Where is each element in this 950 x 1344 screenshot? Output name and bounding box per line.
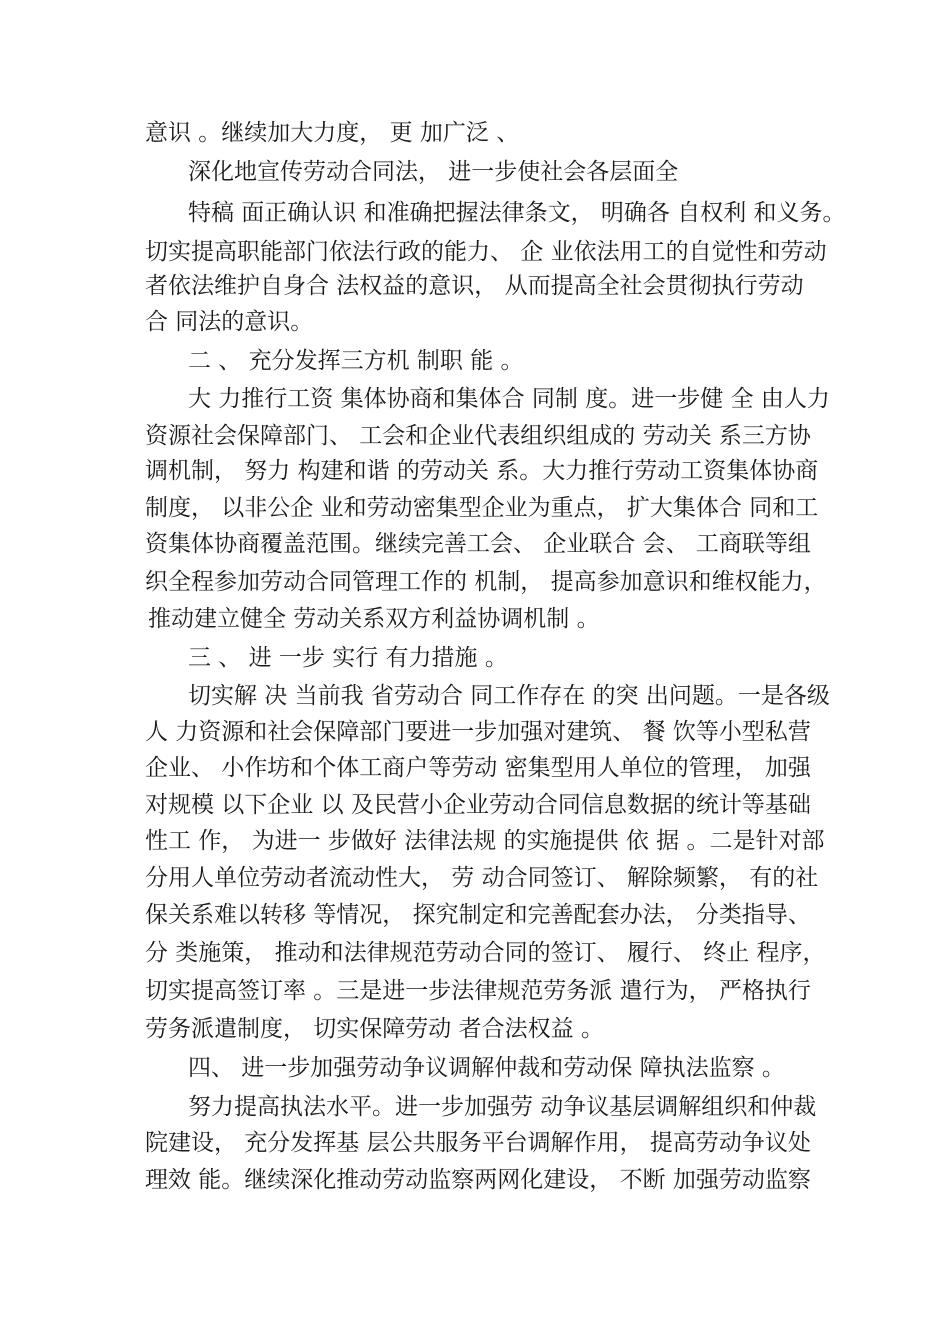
text-line: 理效 能。继续深化推动劳动监察两网化建设， 不断 加强劳动监察: [145, 1167, 811, 1193]
text-line: 保关系难以转移 等情况， 探究制定和完善配套办法， 分类指导、: [145, 902, 811, 928]
text-line: 制度， 以非公企 业和劳动密集型企业为重点， 扩大集体合 同和工: [145, 495, 819, 521]
section-heading: 四、 进一步加强劳动争议调解仲裁和劳动保 障执法监察 。: [188, 1055, 785, 1081]
text-line: 切实提高职能部门依法行政的能力、 企 业依法用工的自觉性和劳动: [145, 239, 827, 265]
text-line: 分用人单位劳动者流动性大， 劳 动合同签订、 解除频繁， 有的社: [145, 865, 819, 891]
text-line: 深化地宣传劳动合同法， 进一步使社会各层面全: [188, 159, 679, 185]
text-line: 者依法维护自身合 法权益的意识， 从而提高全社会贯彻执行劳动: [145, 273, 804, 299]
text-line: 资集体协商覆盖范围。继续完善工会、 企业联合 会、 工商联等组: [145, 531, 811, 557]
text-line: 切实提高签订率 。三是进一步法律规范劳务派 遣行为， 严格执行: [145, 978, 811, 1004]
section-heading: 二 、 充分发挥三方机 制职 能 。: [188, 348, 524, 374]
text-line: 特稿 面正确认识 和准确把握法律条文， 明确各 自权利 和义务。: [188, 200, 846, 226]
text-line: 分 类施策， 推动和法律规范劳动合同的签订、 履行、 终止 程序，: [145, 940, 826, 966]
text-line: 织全程参加劳动合同管理工作的 机制， 提高参加意识和维权能力，: [145, 569, 827, 595]
text-line: 努力提高执法水平。进一步加强劳 动争议基层调解组织和仲裁: [188, 1094, 817, 1120]
text-line: 调机制， 努力 构建和谐 的劳动关 系。大力推行劳动工资集体协商: [145, 458, 819, 484]
text-line: 资源社会保障部门、 工会和企业代表组织组成的 劳动关 系三方协: [145, 423, 811, 449]
text-line: 大 力推行工资 集体协商和集体合 同制 度。进一步健 全 由人力: [188, 386, 830, 412]
section-heading: 三 、 进 一步 实行 有力措施 。: [188, 645, 508, 671]
text-line: 合 同法的意识。: [145, 309, 314, 335]
text-line: 性工 作， 为进一 步做好 法律法规 的实施提供 依 据 。二是针对部: [145, 828, 825, 854]
text-line: 院建设， 充分发挥基 层公共服务平台调解作用， 提高劳动争议处: [145, 1130, 811, 1156]
text-line: 推动建立健全 劳动关系双方利益协调机制 。: [148, 606, 600, 632]
text-line: 意识 。继续加大力度， 更 加广泛 、: [145, 120, 520, 146]
text-line: 对规模 以下企业 以 及民营小企业劳动合同信息数据的统计等基础: [145, 792, 811, 818]
text-line: 切实解 决 当前我 省劳动合 同工作存在 的突 出问题。一是各级: [188, 683, 830, 709]
text-line: 企业、 小作坊和个体工商户等劳动 密集型用人单位的管理， 加强: [145, 755, 811, 781]
text-line: 人 力资源和社会保障部门要进一步加强对建筑、 餐 饮等小型私营: [145, 719, 811, 745]
text-line: 劳务派遣制度， 切实保障劳动 者合法权益 。: [145, 1016, 604, 1042]
